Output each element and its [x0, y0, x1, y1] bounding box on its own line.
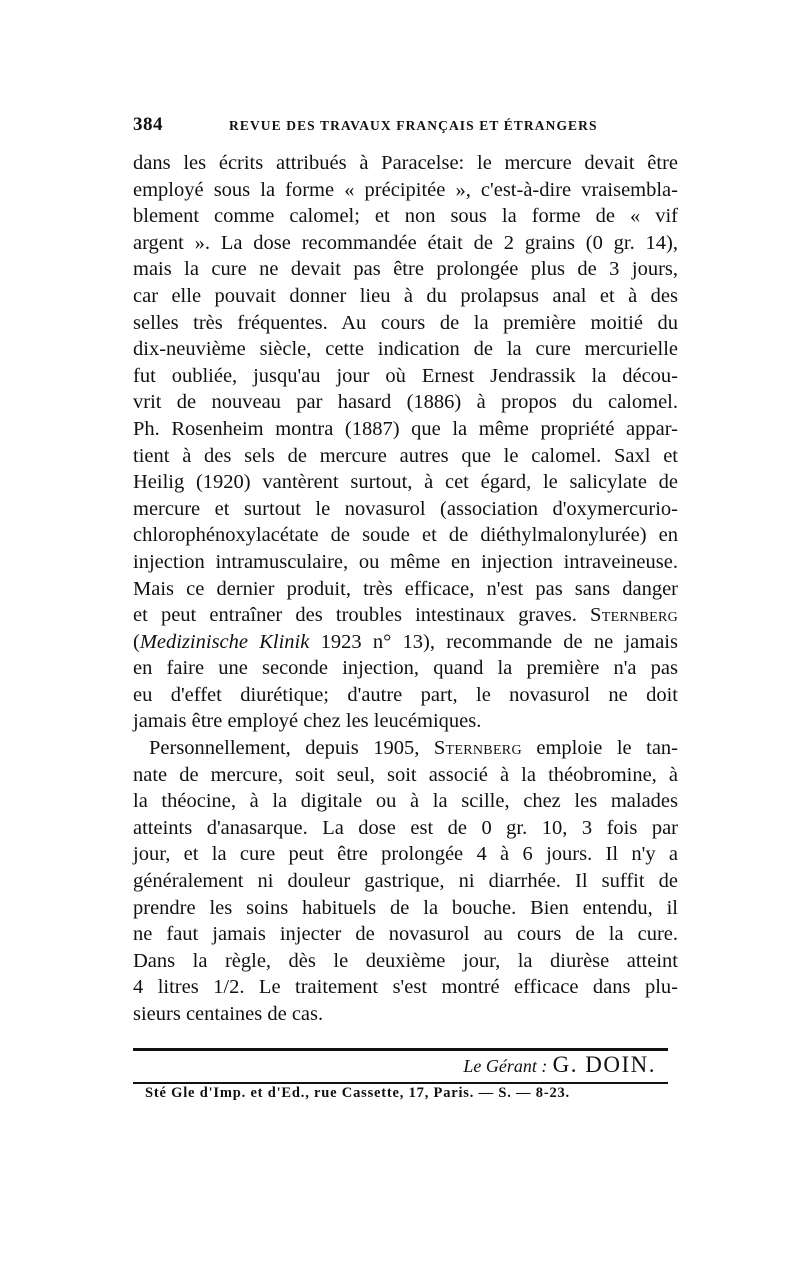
- text-line: eu d'effet diurétique; d'autre part, le novasurol ne doit: [133, 683, 678, 706]
- text-line: Ph. Rosenheim montra (1887) que la même propriété appar-: [133, 417, 678, 440]
- text-line: [133, 602, 678, 629]
- journal-title: REVUE DES TRAVAUX FRANÇAIS ET ÉTRANGERS: [229, 118, 598, 133]
- text-line: Dans la règle, dès le deuxième jour, la diurèse atteint: [133, 949, 678, 972]
- text-line: mais la cure ne devait pas être prolongée plus de 3 jours,: [133, 258, 678, 281]
- gerant-label: Le Gérant :: [463, 1056, 548, 1076]
- text-line: [133, 629, 678, 656]
- text-line: jour, et la cure peut être prolongée 4 à 6 jours. Il n'y a: [133, 843, 678, 866]
- text-line: en faire une seconde injection, quand la première n'a pas: [133, 657, 678, 680]
- author-name: Sternberg: [433, 737, 522, 760]
- text-line: sieurs centaines de cas.: [133, 1003, 324, 1025]
- text-segment: (: [133, 630, 140, 653]
- running-head: [133, 114, 678, 142]
- footer-rule-thin: [133, 1082, 668, 1084]
- text-line: nate de mercure, soit seul, soit associé à la théobromine, à: [133, 763, 678, 786]
- text-line: blement comme calomel; et non sous la forme de « vif: [133, 205, 678, 228]
- text-line: [133, 735, 678, 762]
- text-line: jamais être employé chez les leucémiques.: [133, 710, 482, 733]
- text-line: ne faut jamais injecter de novasurol au cours de la cure.: [133, 923, 678, 946]
- gerant-name: G. DOIN.: [552, 1052, 656, 1077]
- text-line: selles très fréquentes. Au cours de la première moitié du: [133, 311, 678, 334]
- text-segment: emploie le tan-: [536, 737, 679, 760]
- text-line: vrit de nouveau par hasard (1886) à propos du calomel.: [133, 391, 678, 414]
- text-segment: Personnellement, depuis 1905,: [149, 737, 420, 760]
- text-line: 4 litres 1/2. Le traitement s'est montré efficace dans plu-: [133, 976, 678, 999]
- text-line: dans les écrits attribués à Paracelse: le mercure devait être: [133, 152, 678, 174]
- text-line: généralement ni douleur gastrique, ni diarrhée. Il suffit de: [133, 870, 678, 893]
- text-segment: 1923 n° 13), recommande de ne jamais: [309, 630, 678, 653]
- text-line: prendre les soins habituels de la bouche. Bien entendu, il: [133, 896, 678, 919]
- footer-rule-thick: [133, 1048, 668, 1051]
- text-line: mercure et surtout le novasurol (association d'oxymercurio-: [133, 497, 678, 520]
- text-line: Heilig (1920) vantèrent surtout, à cet égard, le salicylate de: [133, 471, 678, 494]
- body-text: [133, 150, 678, 1028]
- printer-imprint: Sté Gle d'Imp. et d'Ed., rue Cassette, 17, Paris. — S. — 8-23.: [145, 1085, 570, 1101]
- text-line: injection intramusculaire, ou même en injection intraveineuse.: [133, 550, 678, 573]
- text-line: dix-neuvième siècle, cette indication de la cure mercurielle: [133, 338, 678, 361]
- page-number: 384: [133, 114, 163, 135]
- text-line: tient à des sels de mercure autres que le calomel. Saxl et: [133, 444, 678, 467]
- text-line: atteints d'anasarque. La dose est de 0 gr. 10, 3 fois par: [133, 816, 678, 839]
- text-line: chlorophénoxylacétate de soude et de diéthylmalonylurée) en: [133, 524, 678, 547]
- publisher-manager-line: [133, 1052, 656, 1082]
- paragraph-1: [133, 150, 678, 735]
- text-line: la théocine, à la digitale ou à la scille, chez les malades: [133, 790, 678, 813]
- journal-citation: Medizinische Klinik: [139, 630, 310, 653]
- text-line: employé sous la forme « précipitée », c'est-à-dire vraisembla-: [133, 178, 678, 201]
- author-name: Sternberg: [590, 604, 679, 627]
- text-line: fut oubliée, jusqu'au jour où Ernest Jendrassik la décou-: [133, 364, 678, 387]
- text-line: Mais ce dernier produit, très efficace, n'est pas sans danger: [133, 577, 678, 600]
- paragraph-2: [133, 735, 678, 1028]
- text-segment: et peut entraîner des troubles intestinaux graves.: [133, 604, 577, 627]
- text-line: car elle pouvait donner lieu à du prolapsus anal et à des: [133, 284, 678, 307]
- text-line: argent ». La dose recommandée était de 2 grains (0 gr. 14),: [133, 231, 678, 254]
